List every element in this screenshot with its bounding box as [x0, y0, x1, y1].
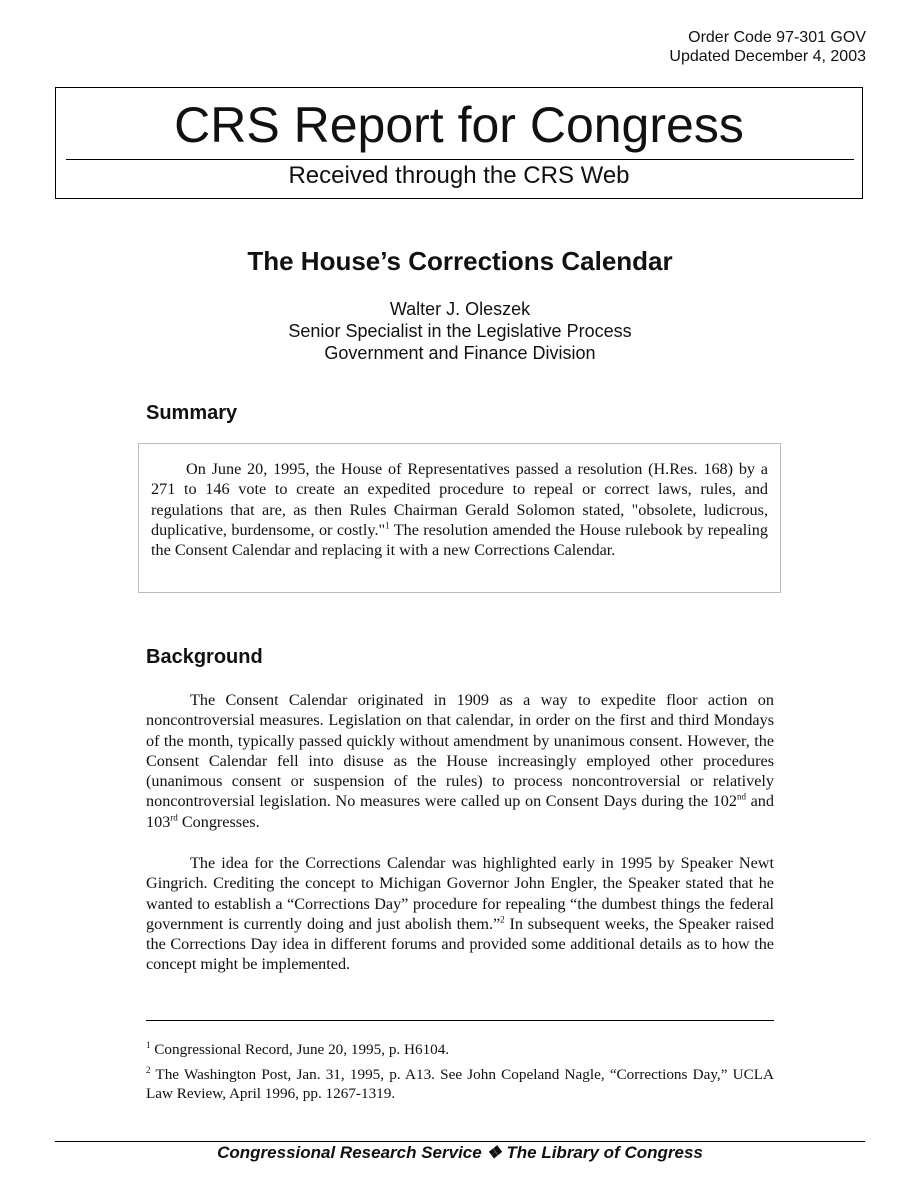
updated-date: Updated December 4, 2003 [669, 48, 866, 65]
footnote-text: The Washington Post, Jan. 31, 1995, p. A13. See John Copeland Nagle, “Corrections Day,” UCLA Law Review, April 1996, pp. 1267-1319. [146, 1066, 774, 1102]
footer-divider [55, 1141, 865, 1142]
background-p1-part2: and 103 [146, 792, 774, 831]
report-banner [55, 87, 863, 199]
footnotes [146, 1040, 774, 1109]
order-code: Order Code 97-301 GOV [688, 29, 866, 46]
banner-title: CRS Report for Congress [174, 97, 744, 153]
author-block [0, 298, 920, 364]
footnote-ref-2[interactable]: 2 [500, 914, 505, 925]
footnote-ref-1[interactable]: 1 [385, 520, 390, 531]
background-paragraph-2 [146, 853, 774, 975]
order-code-block [669, 28, 866, 66]
footnote-divider [146, 1020, 774, 1021]
footnote-text: Congressional Record, June 20, 1995, p. H6104. [150, 1041, 450, 1058]
background-p1-part3: Congresses. [177, 812, 260, 831]
footnote-1 [146, 1040, 774, 1059]
ordinal-suffix: nd [736, 792, 746, 803]
footnote-number: 2 [146, 1064, 151, 1075]
page-footer: Congressional Research Service ❖ The Library of Congress [217, 1143, 703, 1162]
background-paragraph-1 [146, 690, 774, 832]
document-title: The House’s Corrections Calendar [247, 246, 673, 276]
background-heading: Background [146, 646, 263, 668]
background-p2-part2: In subsequent weeks, the Speaker raised the Corrections Day idea in different forums and provided some additional details as to how the concept might be implemented. [146, 914, 774, 974]
summary-text-part2: The resolution amended the House rulebook by repealing the Consent Calendar and replacing it with a new Corrections Calendar. [151, 520, 768, 560]
author-name: Walter J. Oleszek [389, 299, 531, 319]
author-position: Senior Specialist in the Legislative Process [288, 321, 632, 341]
background-p2-text [146, 853, 774, 975]
author-division: Government and Finance Division [324, 343, 596, 363]
summary-box [138, 443, 781, 593]
footnote-2 [146, 1065, 774, 1103]
ordinal-suffix: rd [170, 812, 178, 823]
banner-subtitle: Received through the CRS Web [288, 162, 630, 189]
background-p2-part1: The idea for the Corrections Calendar was highlighted early in 1995 by Speaker Newt Gingrich. Crediting the concept to Michigan Governor John Engler, the Speaker stated that he wanted to establish a “Corrections Day” procedure for repealing “the dumbest things the federal government is currently doing and just abolish them.” [146, 854, 774, 933]
banner-divider [66, 159, 854, 160]
background-p1-part1: The Consent Calendar originated in 1909 as a way to expedite floor action on noncontroversial measures. Legislation on that calendar, in order on the first and third Mondays of the month, typically passed quickly without amendment by unanimous consent. However, the Consent Calendar fell into disuse as the House increasingly employed other procedures (unanimous consent or suspension of the rules) to process noncontroversial or relatively noncontroversial legislation. No measures were called up on Consent Days during the 102 [146, 691, 774, 811]
summary-heading: Summary [146, 402, 238, 424]
summary-text-part1: On June 20, 1995, the House of Representatives passed a resolution (H.Res. 168) by a 271 to 146 vote to create an expedited procedure to repeal or correct laws, rules, and regulations that are, as then Rules Chairman Gerald Solomon stated, "obsolete, ludicrous, duplicative, burdensome, or costly." [151, 460, 768, 539]
background-p1-text [146, 690, 774, 832]
footnote-number: 1 [146, 1039, 151, 1050]
summary-paragraph [151, 459, 768, 560]
